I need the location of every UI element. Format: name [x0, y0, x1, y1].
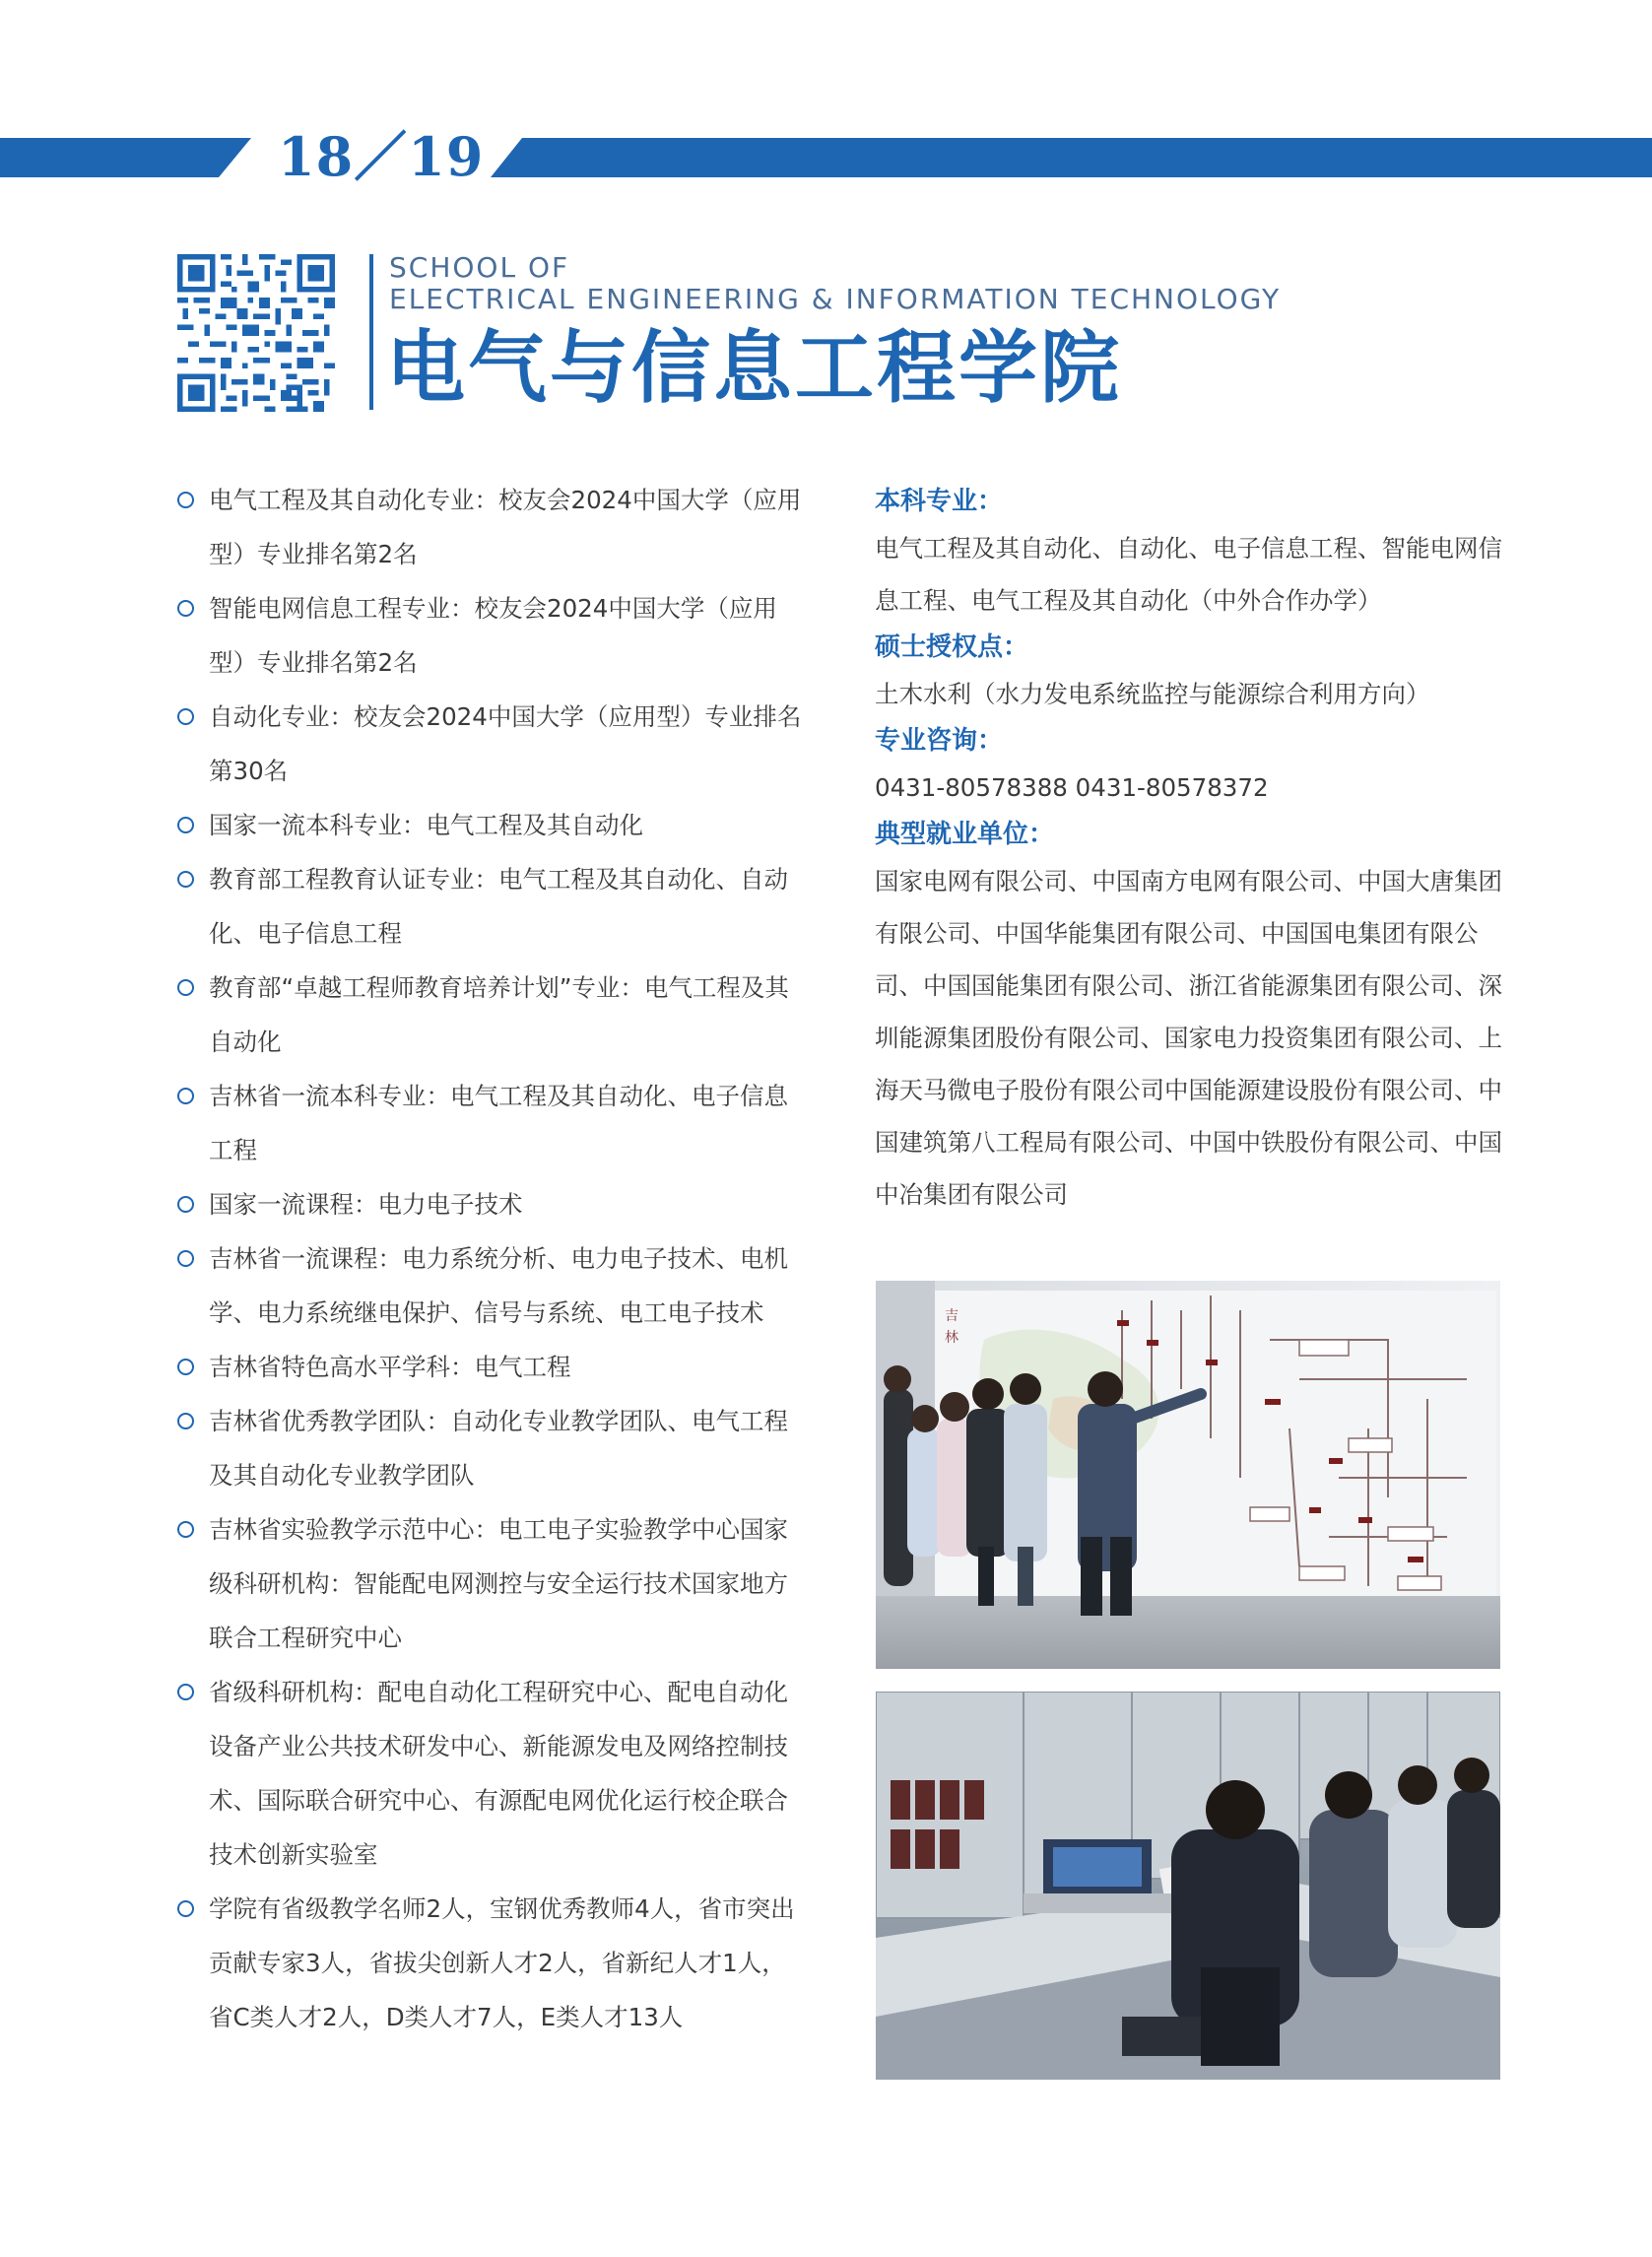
list-item — [175, 1665, 806, 1882]
qr-code-image — [177, 254, 335, 412]
circle-bullet-icon — [177, 492, 194, 508]
top-banner — [0, 138, 1652, 177]
highlight-text: 吉林省实验教学示范中心：电工电子实验教学中心国家级科研机构：智能配电网测控与安全运行技术国家地方联合工程研究中心 — [209, 1515, 788, 1652]
page-number: 18／19 — [278, 125, 485, 188]
circle-bullet-icon — [177, 1413, 194, 1429]
master-text: 土木水利（水力发电系统监控与能源综合利用方向） — [875, 680, 1430, 708]
highlight-text: 智能电网信息工程专业：校友会2024中国大学（应用型）专业排名第2名 — [209, 594, 777, 677]
highlight-text: 吉林省特色高水平学科：电气工程 — [209, 1353, 571, 1381]
list-item — [175, 581, 806, 690]
svg-text:林: 林 — [945, 1330, 958, 1346]
list-item — [175, 1502, 806, 1665]
consult-phone: 0431-80578388 0431-80578372 — [875, 773, 1269, 802]
consult-heading: 专业咨询： — [875, 726, 1004, 756]
photo-lab — [876, 1692, 1500, 2080]
circle-bullet-icon — [177, 817, 194, 833]
circle-bullet-icon — [177, 708, 194, 725]
employers-text: 国家电网有限公司、中国南方电网有限公司、中国大唐集团有限公司、中国华能集团有限公司、中国国电集团有限公司、中国国能集团有限公司、浙江省能源集团有限公司、深圳能源集团股份有限公司、国家电力投资集团有限公司、上海天马微电子股份有限公司中国能源建设股份有限公司、中国建筑第八工程局有限公司、中国中铁股份有限公司、中国中冶集团有限公司 — [875, 867, 1502, 1209]
circle-bullet-icon — [177, 600, 194, 617]
list-item — [175, 1394, 806, 1502]
circle-bullet-icon — [177, 1250, 194, 1267]
circle-bullet-icon — [177, 979, 194, 996]
circle-bullet-icon — [177, 1521, 194, 1538]
master-heading: 硕士授权点： — [875, 632, 1029, 662]
info-column — [875, 481, 1505, 1221]
list-item — [175, 473, 806, 581]
list-item — [175, 852, 806, 961]
svg-text:吉: 吉 — [945, 1308, 958, 1324]
circle-bullet-icon — [177, 1359, 194, 1375]
circle-bullet-icon — [177, 1196, 194, 1213]
list-item — [175, 1069, 806, 1177]
photo-grid-wall-image — [876, 1281, 1500, 1669]
circle-bullet-icon — [177, 1900, 194, 1917]
school-name-cn: 电气与信息工程学院 — [386, 322, 1122, 414]
undergrad-heading: 本科专业： — [875, 487, 1004, 516]
highlight-text: 电气工程及其自动化专业：校友会2024中国大学（应用型）专业排名第2名 — [209, 486, 802, 568]
list-item — [175, 798, 806, 852]
highlight-text: 国家一流本科专业：电气工程及其自动化 — [209, 811, 643, 839]
banner-stripes — [0, 138, 1652, 177]
highlight-text: 吉林省一流课程：电力系统分析、电力电子技术、电机学、电力系统继电保护、信号与系统、电工电子技术 — [209, 1244, 788, 1327]
highlight-text: 吉林省优秀教学团队：自动化专业教学团队、电气工程及其自动化专业教学团队 — [209, 1407, 788, 1490]
circle-bullet-icon — [177, 1684, 194, 1700]
highlight-text: 教育部“卓越工程师教育培养计划”专业：电气工程及其自动化 — [209, 973, 789, 1056]
photo-lab-image — [876, 1692, 1500, 2080]
highlight-text: 教育部工程教育认证专业：电气工程及其自动化、自动化、电子信息工程 — [209, 865, 788, 948]
list-item — [175, 1340, 806, 1394]
highlight-text: 自动化专业：校友会2024中国大学（应用型）专业排名第30名 — [209, 702, 802, 785]
highlight-text: 学院有省级教学名师2人，宝钢优秀教师4人，省市突出贡献专家3人，省拔尖创新人才2人，省新纪人才1人，省C类人才2人，D类人才7人，E类人才13人 — [209, 1894, 795, 2031]
highlights-list — [175, 473, 806, 2044]
title-divider — [369, 254, 373, 410]
undergrad-text: 电气工程及其自动化、自动化、电子信息工程、智能电网信息工程、电气工程及其自动化（中外合作办学） — [875, 534, 1502, 615]
qr-code — [177, 254, 335, 412]
list-item — [175, 690, 806, 798]
list-item — [175, 1231, 806, 1340]
list-item — [175, 1882, 806, 2044]
employers-heading: 典型就业单位： — [875, 820, 1055, 849]
circle-bullet-icon — [177, 871, 194, 888]
highlight-text: 国家一流课程：电力电子技术 — [209, 1190, 523, 1219]
school-name-en-line1: SCHOOL OF — [389, 251, 570, 284]
highlight-text: 省级科研机构：配电自动化工程研究中心、配电自动化设备产业公共技术研发中心、新能源发电及网络控制技术、国际联合研究中心、有源配电网优化运行校企联合技术创新实验室 — [209, 1678, 788, 1869]
list-item — [175, 961, 806, 1069]
highlight-text: 吉林省一流本科专业：电气工程及其自动化、电子信息工程 — [209, 1082, 788, 1164]
list-item — [175, 1177, 806, 1231]
circle-bullet-icon — [177, 1088, 194, 1104]
school-name-en-line2: ELECTRICAL ENGINEERING & INFORMATION TECHNOLOGY — [389, 283, 1282, 315]
photo-grid-wall — [876, 1281, 1500, 1669]
